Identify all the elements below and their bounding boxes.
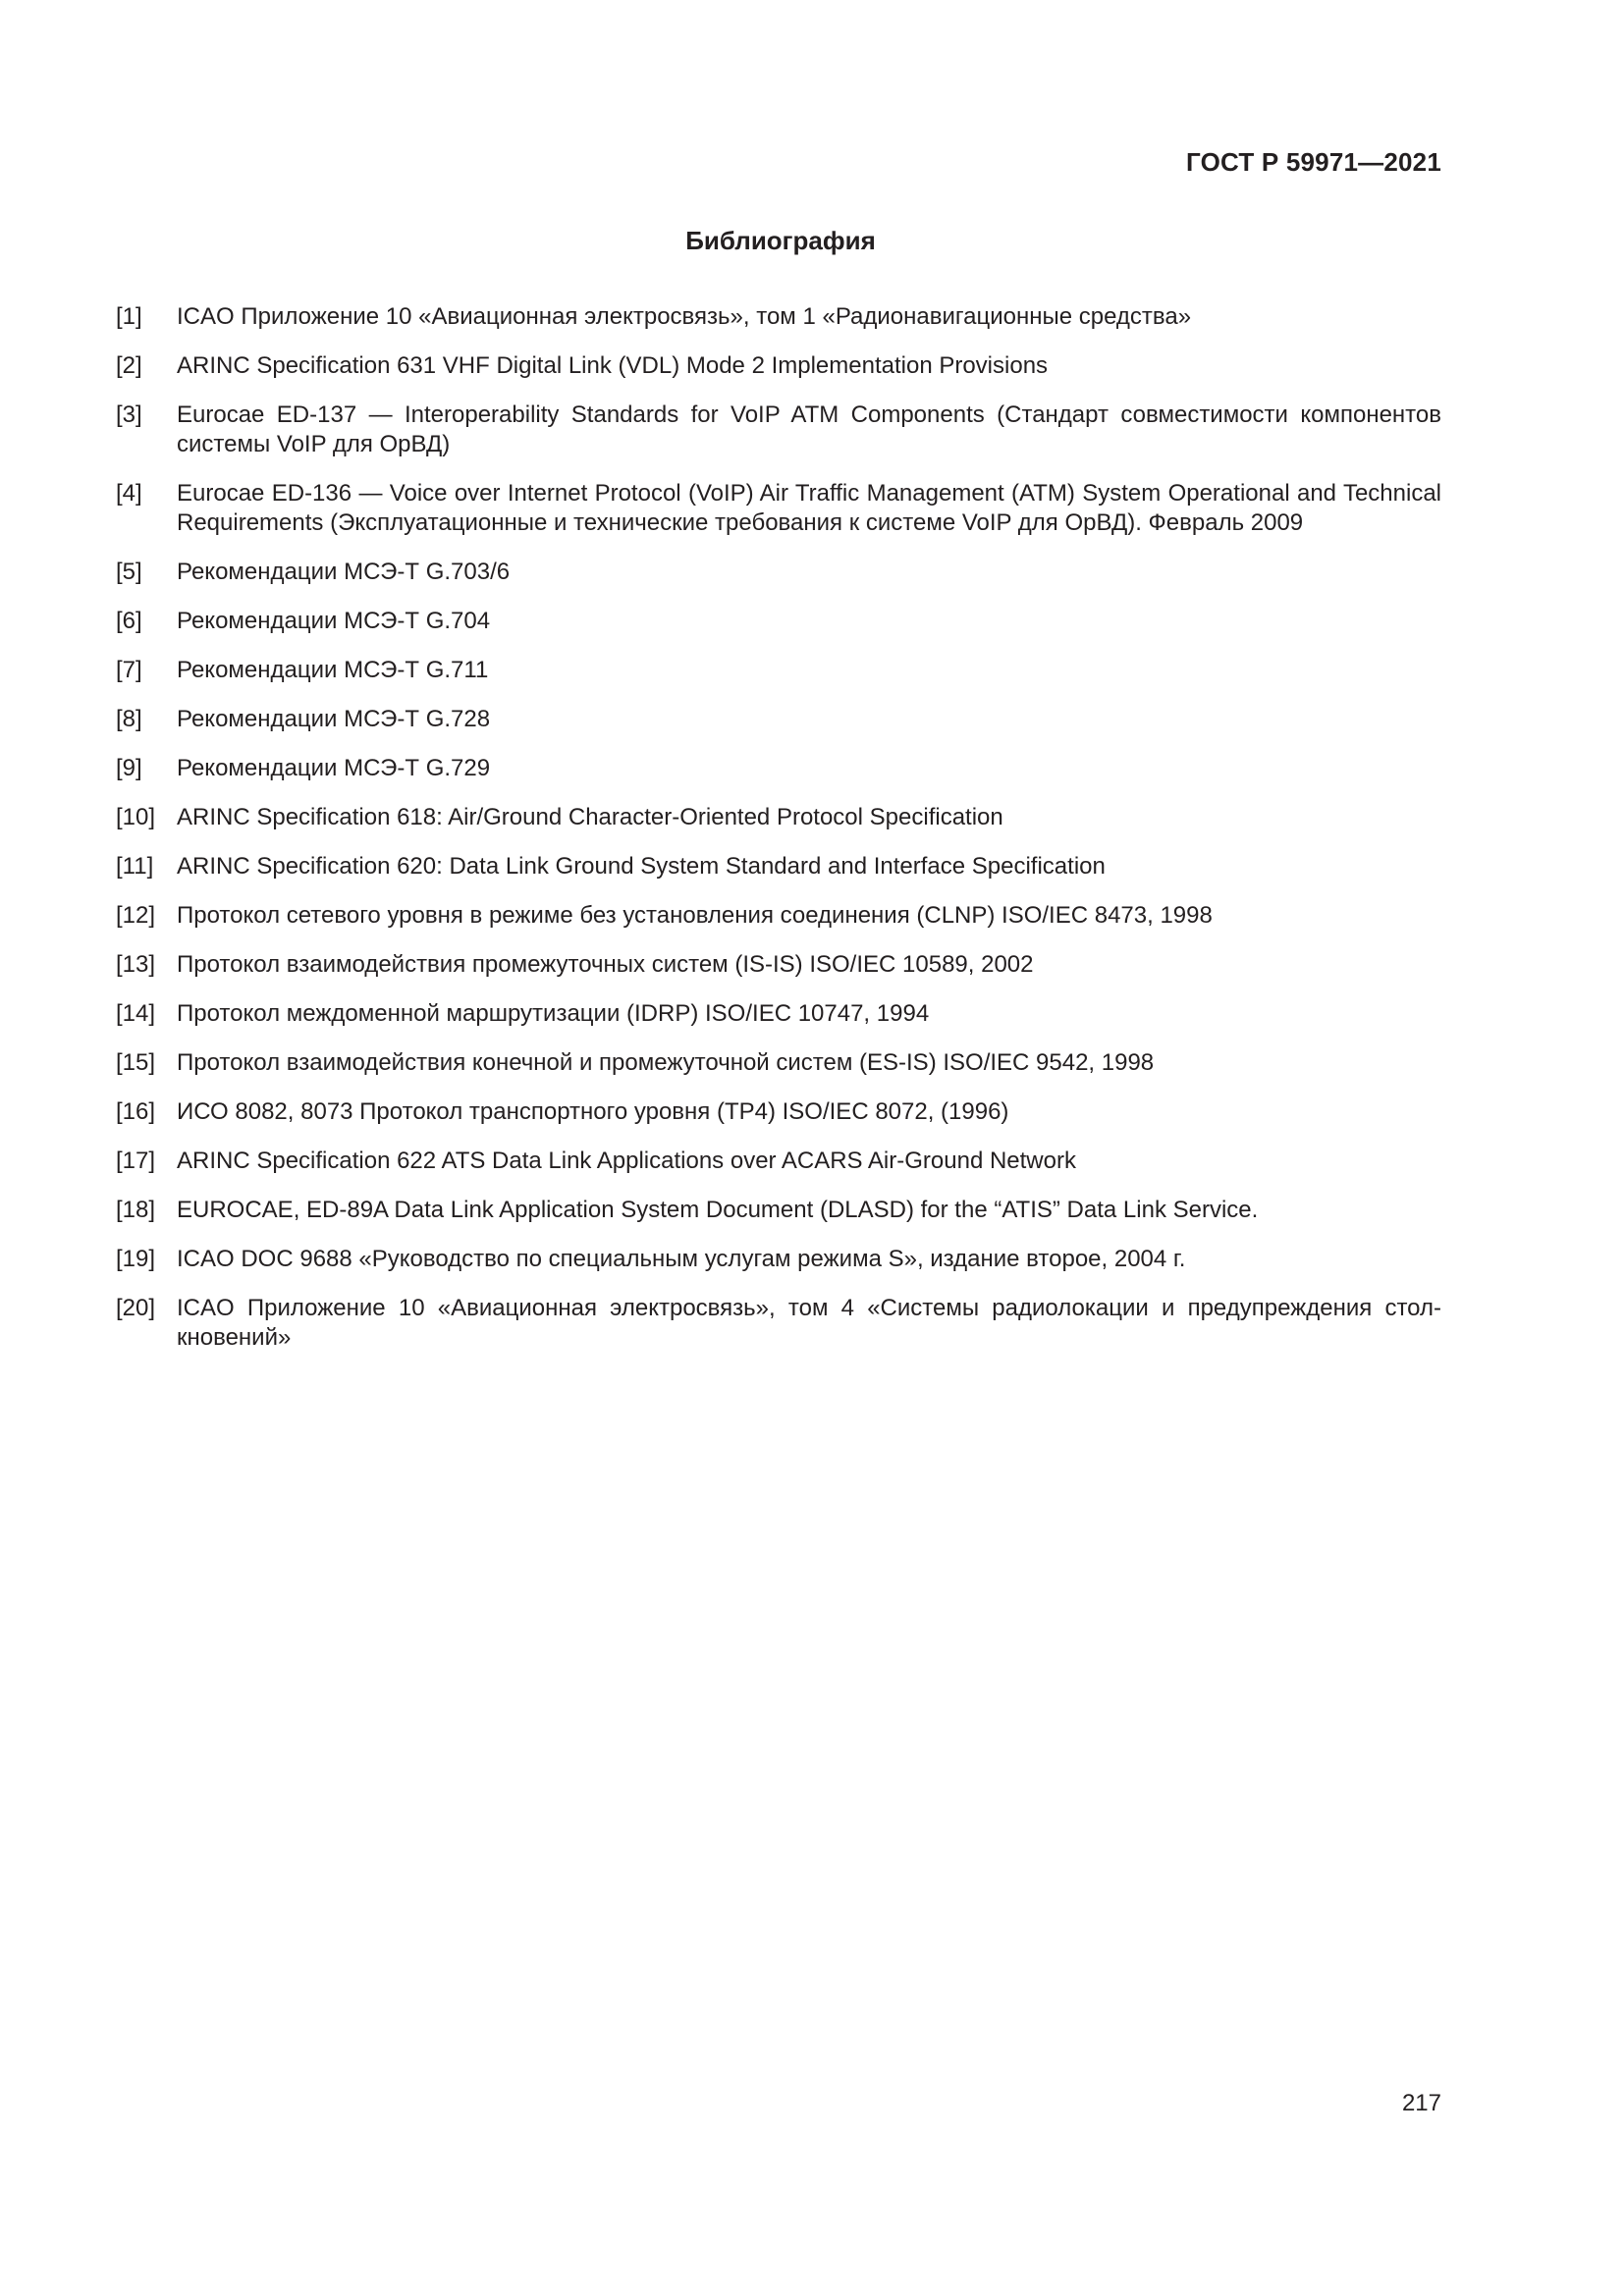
reference-number: [7] xyxy=(116,657,142,683)
reference-number: [6] xyxy=(116,608,142,634)
reference-number: [20] xyxy=(116,1295,156,1321)
reference-number: [16] xyxy=(116,1098,156,1125)
bibliography-list xyxy=(116,302,1441,1372)
reference-number: [4] xyxy=(116,480,142,507)
page-number: 217 xyxy=(1401,2090,1441,2116)
reference-text: ICAO DOC 9688 «Руководство по специальным услугам режима S», издание второе, 2004 г. xyxy=(177,1246,1186,1272)
list-item xyxy=(116,852,1441,881)
list-item xyxy=(116,607,1441,636)
list-item xyxy=(116,705,1441,734)
list-item xyxy=(116,302,1441,332)
list-item xyxy=(116,803,1441,832)
reference-number: [19] xyxy=(116,1246,156,1272)
reference-text: Протокол взаимодействия промежуточных систем (IS-IS) ISO/IEC 10589, 2002 xyxy=(177,951,1034,978)
reference-text: Eurocae ED-137 — Interoperability Standards for VoIP ATM Components (Стандарт совместимости компонентов системы VoIP для ОрВД) xyxy=(177,401,1441,457)
reference-text: Рекомендации МСЭ-Т G.703/6 xyxy=(177,559,511,585)
list-item xyxy=(116,1245,1441,1274)
reference-text: Протокол сетевого уровня в режиме без установления соединения (CLNP) ISO/IEC 8473, 1998 xyxy=(177,902,1213,929)
list-item xyxy=(116,1097,1441,1127)
reference-text: ICAO Приложение 10 «Авиационная электросвязь», том 1 «Радионавигационные средства» xyxy=(177,303,1192,330)
page-title: Библиография xyxy=(685,226,876,255)
reference-text: Eurocae ED-136 — Voice over Internet Protocol (VoIP) Air Traffic Management (ATM) System Operational and Technical Requirements (Эксплуатационные и технические требования к системе VoIP для ОрВД). Февраль 2009 xyxy=(177,480,1441,536)
reference-text: ICAO Приложение 10 «Авиационная электросвязь», том 4 «Системы радиолокации и предупреждения столкновений» xyxy=(177,1295,1441,1351)
list-item xyxy=(116,558,1441,587)
reference-number: [18] xyxy=(116,1197,156,1223)
reference-text: ARINC Specification 622 ATS Data Link Applications over ACARS Air-Ground Network xyxy=(177,1148,1076,1174)
reference-number: [14] xyxy=(116,1000,156,1027)
reference-text: Протокол взаимодействия конечной и промежуточной систем (ES-IS) ISO/IEC 9542, 1998 xyxy=(177,1049,1155,1076)
reference-number: [5] xyxy=(116,559,142,585)
reference-text: Рекомендации МСЭ-Т G.704 xyxy=(177,608,491,634)
reference-number: [13] xyxy=(116,951,156,978)
reference-text: Рекомендации МСЭ-Т G.711 xyxy=(177,657,489,683)
list-item xyxy=(116,1147,1441,1176)
reference-number: [15] xyxy=(116,1049,156,1076)
list-item xyxy=(116,1196,1441,1225)
list-item xyxy=(116,901,1441,931)
reference-text: Рекомендации МСЭ-Т G.729 xyxy=(177,755,491,781)
list-item xyxy=(116,479,1441,538)
list-item xyxy=(116,754,1441,783)
reference-number: [11] xyxy=(116,853,154,880)
reference-number: [12] xyxy=(116,902,156,929)
list-item xyxy=(116,999,1441,1029)
reference-number: [9] xyxy=(116,755,142,781)
document-code: ГОСТ Р 59971—2021 xyxy=(1186,147,1441,177)
list-item xyxy=(116,351,1441,381)
list-item xyxy=(116,950,1441,980)
reference-number: [3] xyxy=(116,401,142,428)
reference-text: Рекомендации МСЭ-Т G.728 xyxy=(177,706,491,732)
list-item xyxy=(116,1294,1441,1353)
reference-number: [2] xyxy=(116,352,142,379)
reference-text: ARINC Specification 631 VHF Digital Link (VDL) Mode 2 Implementation Provisions xyxy=(177,352,1049,379)
reference-number: [10] xyxy=(116,804,156,830)
reference-text: EUROCAE, ED-89A Data Link Application System Document (DLASD) for the “ATIS” Data Link Service. xyxy=(177,1197,1259,1223)
reference-number: [8] xyxy=(116,706,142,732)
list-item xyxy=(116,400,1441,459)
list-item xyxy=(116,1048,1441,1078)
reference-text: Протокол междоменной маршрутизации (IDRP) ISO/IEC 10747, 1994 xyxy=(177,1000,930,1027)
list-item xyxy=(116,656,1441,685)
reference-number: [1] xyxy=(116,303,142,330)
reference-text: ARINC Specification 618: Air/Ground Character-Oriented Protocol Specification xyxy=(177,804,1003,830)
reference-number: [17] xyxy=(116,1148,156,1174)
reference-text: ИСО 8082, 8073 Протокол транспортного уровня (TP4) ISO/IEC 8072, (1996) xyxy=(177,1098,1009,1125)
reference-text: ARINC Specification 620: Data Link Ground System Standard and Interface Specification xyxy=(177,853,1106,880)
